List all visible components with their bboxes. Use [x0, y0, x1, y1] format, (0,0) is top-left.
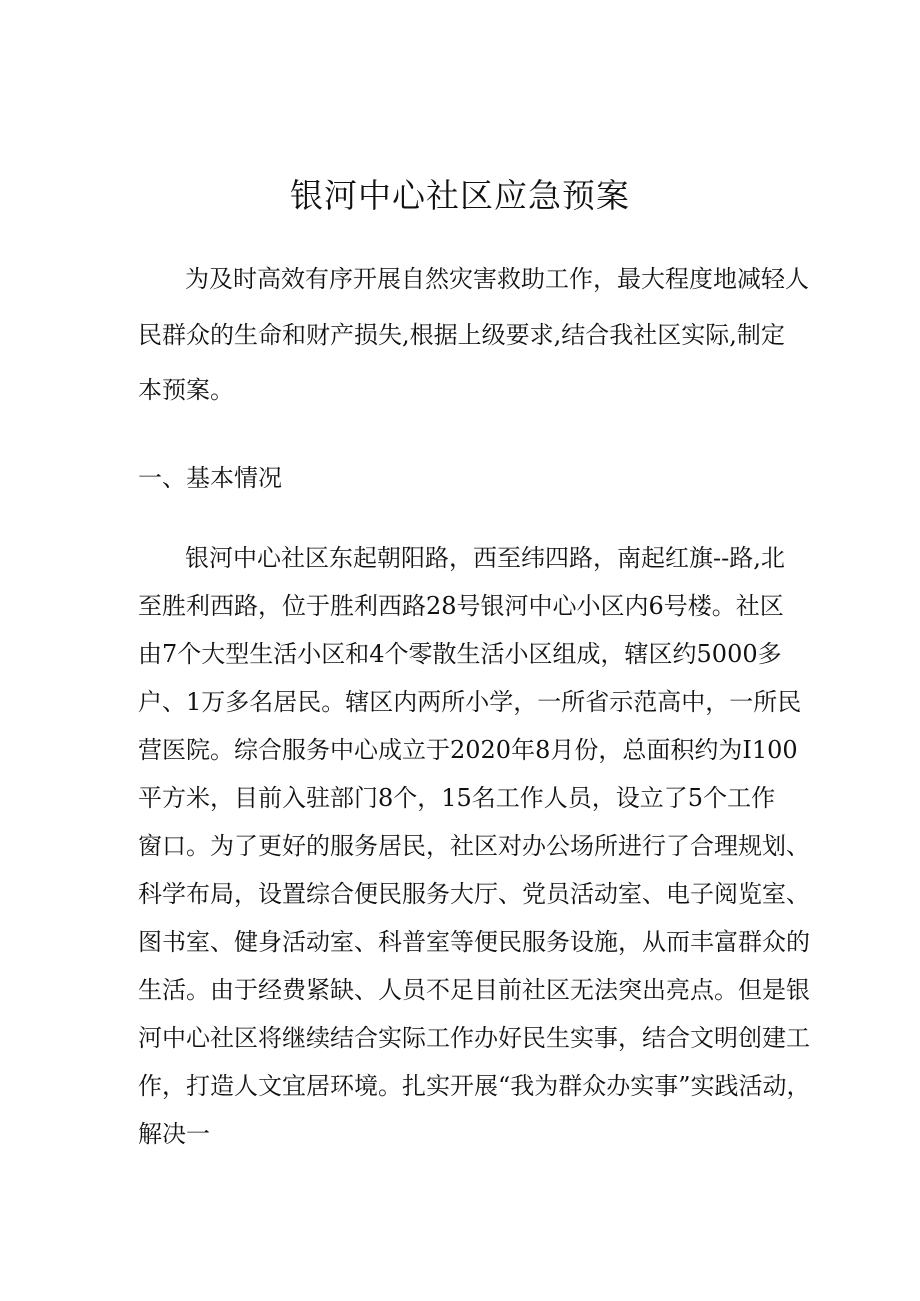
body-line-13: 解决一 [138, 1120, 210, 1148]
body-line-8: 科学布局，设置综合便民服务大厅、党员活动室、电子阅览室、 [138, 880, 810, 908]
body-line-1: 银河中心社区东起朝阳路，西至纬四路，南起红旗--路,北 [185, 544, 785, 572]
body-line-9: 图书室、健身活动室、科普室等便民服务设施，从而丰富群众的 [138, 928, 810, 956]
intro-line-3: 本预案。 [138, 376, 234, 404]
body-line-4: 户、1万多名居民。辖区内两所小学，一所省示范高中，一所民 [138, 688, 802, 716]
section-heading: 一、基本情况 [138, 464, 282, 492]
intro-line-1: 为及时高效有序开展自然灾害救助工作，最大程度地减轻人 [185, 265, 809, 293]
document-title: 银河中心社区应急预案 [290, 176, 630, 215]
body-line-5: 营医院。综合服务中心成立于2020年8月份，总面积约为I100 [138, 736, 798, 764]
intro-line-2: 民群众的生命和财产损失,根据上级要求,结合我社区实际,制定 [138, 321, 785, 349]
body-line-3: 由7个大型生活小区和4个零散生活小区组成，辖区约5000多 [138, 640, 782, 668]
body-line-12: 作，打造人文宜居环境。扎实开展“我为群众办实事”实践活动， [138, 1072, 811, 1100]
body-line-7: 窗口。为了更好的服务居民，社区对办公场所进行了合理规划、 [138, 832, 810, 860]
body-line-6: 平方米，目前入驻部门8个，15名工作人员，设立了5个工作 [138, 784, 776, 812]
body-line-10: 生活。由于经费紧缺、人员不足目前社区无法突出亮点。但是银 [138, 976, 810, 1004]
body-line-11: 河中心社区将继续结合实际工作办好民生实事，结合文明创建工 [138, 1024, 810, 1052]
body-line-2: 至胜利西路，位于胜利西路28号银河中心小区内6号楼。社区 [138, 592, 784, 620]
